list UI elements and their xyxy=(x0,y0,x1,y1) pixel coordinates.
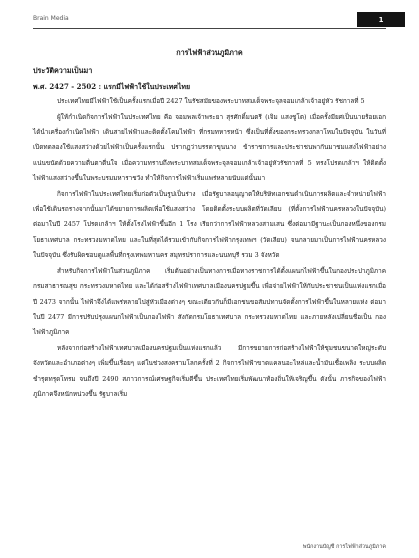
section-heading: ประวัติความเป็นมา xyxy=(33,66,93,76)
paragraph-5: หลังจากก่อสร้างไฟฟ้าเทศบาลเมืองนครปฐมเป็นแห่งแรกแล้ว มีการขยายการก่อสร้างไฟฟ้าให้ชุมชนขนาดใหญ่ระดับจังหวัดและอำเภอต่างๆ เพิ่มขึ้นเรื่อยๆ แต่ในช่วงสงครามโลกครั้งที่ 2 กิจการไฟฟ้าขาดแคลนอะไหล่และน้ำมันเชื้อเพลิง ระบบผลิตชำรุดทรุดโทรม จนถึงปี 2490 สภาวการณ์เศรษฐกิจเริ่มดีขึ้น ประเทศไทยเริ่มพัฒนาท้องถิ่นให้เจริญขึ้น ดังนั้น ภารกิจของไฟฟ้าภูมิภาคจึงหนักหน่วงขึ้น รัฐบาลเริ่ม xyxy=(33,343,386,398)
subheading: พ.ศ. 2427 - 2502 : แรกมีไฟฟ้าใช้ในประเทศไทย xyxy=(33,81,191,91)
paragraph-4: สำหรับกิจการไฟฟ้าในส่วนภูมิภาค เริ่มต้นอย่างเป็นทางการเมื่อทางราชการได้ตั้งแผนกไฟฟ้าขึ้นในกองประปาภูมิภาค กรมสาธารณสุข กระทรวงมหาดไทย และได้ก่อสร้างไฟฟ้าเทศบาลเมืองนครปฐมขึ้น เพื่อจ่ายไฟฟ้าให้กับประชาชนเป็นแห่งแรกเมื่อปี 2473 จากนั้น ไฟฟ้าจึงได้แพร่หลายไปสู่หัวเมืองต่างๆ ขณะเดียวกันก็มีเอกชนขอสัมปทานจัดตั้งการไฟฟ้าขึ้นในหลายแห่ง ต่อมา ในปี 2477 มีการปรับปรุงแผนกไฟฟ้าเป็นกองไฟฟ้า สังกัดกรมโยธาเทศบาล กระทรวงมหาดไทย และภายหลังเปลี่ยนชื่อเป็น กองไฟฟ้าภูมิภาค xyxy=(33,266,386,337)
page-number-badge: 1 xyxy=(357,12,405,27)
paragraph-1: ประเทศไทยมีไฟฟ้าใช้เป็นครั้งแรกเมื่อปี 2427 ในรัชสมัยของพระบาทสมเด็จพระจุลจอมเกล้าเจ้าอยู่หัว รัชกาลที่ 5 xyxy=(57,97,365,106)
header-brand: Brain Media xyxy=(33,15,69,22)
footer-text: พนักงานบัญชี การไฟฟ้าส่วนภูมิภาค xyxy=(302,544,386,550)
header-divider xyxy=(33,28,386,29)
paragraph-2: ผู้ให้กำเนิดกิจการไฟฟ้าในประเทศไทย คือ จอมพลเจ้าพระยา สุรศักดิ์มนตรี (เจิม แสงชูโต) เมื่อครั้งมียศเป็นนายร้อยเอก ได้นำเครื่องกำเนิดไฟฟ้า เดินสายไฟฟ้าและติดตั้งโคมไฟฟ้า ที่กรมทหารหน้า ซึ่งเป็นที่ตั้งของกระทรวงกลาโหมในปัจจุบัน ในวันที่เปิดทดลองใช้แสงสว่างด้วยไฟฟ้าเป็นครั้งแรกนั้น ปรากฏว่าบรรดาขุนนาง ข้าราชการและประชาชนพากันมาชมแสงไฟฟ้าอย่างแน่นขนัดด้วยความตื่นตาตื่นใจ เมื่อความทราบถึงพระบาทสมเด็จพระจุลจอมเกล้าเจ้าอยู่หัวรัชกาลที่ 5 ทรงโปรดเกล้าฯ ให้ติดตั้งไฟฟ้าแสงสว่างขึ้นในพระบรมมหาราชวัง ทำให้กิจการไฟฟ้าเริ่มแพร่หลายนับแต่นั้นมา xyxy=(33,112,386,183)
document-title: การไฟฟ้าส่วนภูมิภาค xyxy=(176,48,243,57)
paragraph-3: กิจการไฟฟ้าในประเทศไทยเริ่มก่อตัวเป็นรูปเป็นร่าง เมื่อรัฐบาลอนุญาตให้บริษัทเอกชนดำเนินการผลิตและจำหน่ายไฟฟ้า เพื่อใช้เดินรถรางจากนั้นมาได้ขยายการผลิตเพื่อใช้แสงสว่าง โดยติดตั้งระบบผลิตที่วัดเลียบ (ที่ตั้งการไฟฟ้านครหลวงในปัจจุบัน) ต่อมาในปี 2457 โปรดเกล้าฯ ให้ตั้งโรงไฟฟ้าขึ้นอีก 1 โรง เรียกว่าการไฟฟ้าหลวงสามเสน ซึ่งต่อมามีฐานะเป็นกองหนึ่งของกรมโยธาเทศบาล กระทรวงมหาดไทย และในที่สุดได้รวมเข้ากับกิจการไฟฟ้ากรุงเทพฯ (วัดเลียบ) จนกลายมาเป็นการไฟฟ้านครหลวงในปัจจุบัน ซึ่งรับผิดชอบดูแลพื้นที่กรุงเทพมหานคร สมุทรปราการและนนทบุรี รวม 3 จังหวัด xyxy=(33,189,386,260)
document-body xyxy=(33,45,386,402)
